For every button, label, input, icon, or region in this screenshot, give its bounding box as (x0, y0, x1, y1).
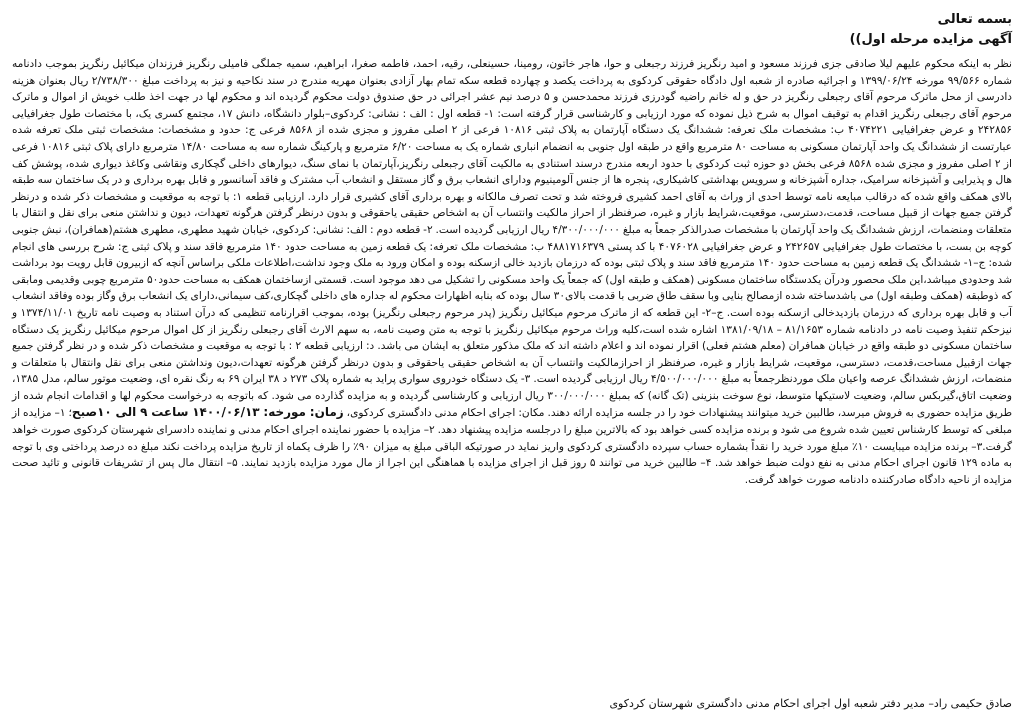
bismillah-heading: بسمه تعالی (937, 12, 1012, 27)
notice-body-part1: نظر به اینکه محکوم علیهم لیلا صادقی جزی فرزند مسعود و امید رنگریز فرزند رجبعلی و حوا، هاجر خاتون، رومینا، حسینعلی، رقیه، احمد، فاطمه صغرا، ابراهیم، سمیه جملگی فامیلی رنگریز فرزندان میکائیل رنگریز بموجب دادنامه شماره ۹۹/۵۶۶ مورخه ۱۳۹۹/۰۶/۲۴ و اجرائیه صادره از شعبه اول دادگاه حقوقی کردکوی به پرداخت یکصد و چهارده قطعه سکه تمام بهار آزادی بعنوان مهریه مندرج در سند نکاحیه و نیز به پرداخت مبلغ ۲/۷۳۸/۳۰۰ ریال بعنوان هزینه دادرسی از محل ماترک مرحوم آقای رجبعلی رنگریز در حق و له خانم راضیه گودرزی فرزند محمدحسن و ۵ درصد نیم عشر اجرائی در حق صندوق دولت محکوم گردیده اند و محکوم لها در جهت اخذ طلب خویش از اموال و ماترک مرحوم آقای رجبعلی رنگریز اقدام به توقیف اموال به شرح ذیل نموده که مورد ارزیابی و کارشناسی قرار گرفته است: ۱- قطعه اول : الف : نشانی: کردکوی–بلوار دانشگاه، دانش ۱۷، مجتمع کسری یک، با مختصات طول جغرافیایی ۲۴۲۸۵۶ و عرض جغرافیایی ۴۰۷۴۲۲۱ ب: مشخصات ملک تعرفه: ششدانگ یک دستگاه آپارتمان به پلاک ثبتی ۱۰۸۱۶ فرعی از ۲ اصلی مفروز و مجزی شده از ۸۵۶۸ فرعی ج: حدود و مشخصات: مشخصات ثبتی ملک تعرفه شده عبارتست از ششدانگ یک واحد آپارتمان مسکونی به مساحت ۸۰ مترمربع واقع در طبقه اول جنوبی به انضمام انباری شماره یک به مساحت ۶/۲۰ مترمربع و پارکینگ شماره سه به مساحت ۱۴/۸۰ مترمربع دارای پلاک ثبتی ۱۰۸۱۶ فرعی از ۲ اصلی مفروز و مجزی شده ۸۵۶۸ فرعی بخش دو حوزه ثبت کردکوی با حدود اربعه مندرج درسند استنادی به مالکیت آقای رجبعلی رنگریز،آپارتمان با نمای سنگ، دیوارهای داخلی گچکاری ونقاشی وکاغذ دیواری شده، پوشش کف هال و پذیرایی و آشپزخانه سرامیک، جداره آشپزخانه و سرویس بهداشتی کاشیکاری، پنجره ها از جنس آلومینیوم ودارای انشعاب برق و گاز مستقل و انشعاب آب مشترک و فاقد آسانسور و قابل بهره برداری و در یک ساختمان سه طبقه بالای همکف واقع شده که درقالب مبایعه نامه توسط احدی از وراث به آقای احمد کشیری فروخته شد و تحت تصرف مالکانه و بهره برداری آقای کشیری قرار دارد. ارزیابی قطعه ۱: با توجه به موقعیت و مشخصات ذکر شده و درنظر گرفتن جمیع جهات از قبیل مساحت، قدمت،دسترسی، موقعیت،شرایط بازار و غیره، صرفنظر از احراز مالکیت وانتساب آن به اشخاص حقیقی یاحقوقی و بدون درنظر گرفتن هرگونه تعهدات، دیون و نداشتن منعی برای نقل و انتقال با متعلقات ومنضمات، ارزش ششدانگ یک واحد آپارتمان با مشخصات صدرالذکر جمعاً به مبلغ ۴/۳۰۰/۰۰۰/۰۰۰ ریال ارزیابی گردیده است. ۲- قطعه دوم : الف: نشانی: کردکوی، خیابان شهید مطهری، مطهری هشتم(همافران)، نبش جنوبی کوچه بن بست، با مختصات طول جغرافیایی ۲۴۲۶۵۷ و عرض جغرافیایی ۴۰۷۶۰۲۸ با کد پستی ۴۸۸۱۷۱۶۳۷۹ ب: مشخصات ملک تعرفه: یک قطعه زمین به مساحت حدود ۱۴۰ مترمربع فاقد سند و پلاک ثبتی ج: شرح بررسی های انجام شده: ج–۱- ششدانگ یک قطعه زمین به مساحت حدود ۱۴۰ مترمربع فاقد سند و پلاک ثبتی بوده که درزمان بازدید خالی ازسکنه بوده و امکان ورود به ملک وجود نداشت،اطلاعات ملکی براساس آنچه که ازبیرون قابل رویت بود برداشت شد وحدودی میباشد،این ملک محصور ودرآن یکدستگاه ساختمان مسکونی (همکف و طبقه اول) که جمعاً یک واحد مسکونی را تشکیل می دهد موجود است. قسمتی ازساختمان همکف به مساحت حدود۵۰ مترمربع چوبی وقدیمی ومابقی که ذوطبقه (همکف وطبقه اول) می باشدساخته شده ازمصالح بنایی وبا سقف طاق ضربی با قدمت بالای۳۰ سال بوده که بنابه اظهارات محکوم له جداره های داخلی گچکاری،کف سیمانی،دارای یک انشعاب برق وگاز بوده وفاقد انشعاب آب و قابل بهره برداری که درزمان بازدیدخالی ازسکنه بوده است. ج–۲- این قطعه که از ماترک مرحوم میکائیل رنگریز (پدر مرحوم رجبعلی رنگریز) بوده، بموجب اقرارنامه تنظیمی که درآن استناد به وصیت نامه تاریخ ۱۳۷۴/۱۱/۰۱ و نیزحکم تنفیذ وصیت نامه در دادنامه شماره ۸۱/۱۶۵۳ – ۱۳۸۱/۰۹/۱۸ اشاره شده است،کلیه وراث مرحوم میکائیل رنگریز با توجه به متن وصیت نامه، به سهم الارث آقای رجبعلی رنگریز از کل اموال مرحوم میکائیل رنگریز یک دستگاه ساختمان مسکونی دو طبقه واقع در خیابان همافران (معلم هشتم فعلی) اقرار نموده اند و اعلام داشته اند که ملک مذکور متعلق به ایشان می باشد. د: ارزیابی قطعه ۲ : با توجه به موقعیت و مشخصات ذکر شده و در نظر گرفتن جمیع جهات ازقبیل مساحت،قدمت، دسترسی، موقعیت، شرایط بازار و غیره، صرفنظر از احرازمالکیت وانتساب آن به اشخاص حقیقی یاحقوقی و بدون درنظر گرفتن هرگونه تعهدات،دیون ونداشتن منعی برای نقل وانتقال با متعلقات و منضمات، ارزش ششدانگ عرصه واعیان ملک موردنظرجمعاً به مبلغ ۴/۵۰۰/۰۰۰/۰۰۰ ریال ارزیابی گردیده است. ۳- یک دستگاه خودروی سواری پراید به شماره پلاک ۲۷۳ د ۳۸ ایران ۶۹ به رنگ نقره ای، وضعیت موتور سالم، مدل ۱۳۸۵، وضعیت اتاق،گیربکس سالم، وضعیت لاستیکها متوسط، نوع سوخت بنزینی (تک گانه) که بمبلغ ۳۰۰/۰۰۰/۰۰۰ ریال ارزیابی و کارشناسی گردیده و به مزایده گذارده می شود. که باتوجه به درخواست محکوم لها و اقدامات انجام شده از طریق مزایده حضوری به فروش میرسد، طالبین خرید میتوانند پیشنهادات خود را در جلسه مزایده ارائه دهند. مکان: اجرای احکام مدنی دادگستری کردکوی، (12, 58, 1013, 420)
signature-line: صادق حکیمی راد– مدیر دفتر شعبه اول اجرای احکام مدنی دادگستری شهرستان کردکوی (609, 697, 1012, 710)
auction-time: زمان: مورخه: ۱۴۰۰/۰۶/۱۳ ساعت ۹ الی ۱۰صبح (71, 405, 344, 420)
notice-body (12, 56, 1012, 488)
notice-body-part2: ؛ ۱– مزایده از مبلغی که توسط کارشناس تعیین شده شروع می شود و برنده مزایده کسی خواهد بود که بالاترین مبلغ را درجلسه مزایده پیشنهاد دهد. ۲– مزایده با حضور نماینده اجرای احکام مدنی و نماینده دادسرای شهرستان کردکوی صورت خواهد گرفت.۳– برنده مزایده میبایست ۱۰٪ مبلغ مورد خرید را نقداً بشماره حساب سپرده دادگستری کردکوی واریز نماید در صورتیکه الباقی مبلغ به میزان ۹۰٪ را ظرف یکماه از تاریخ مزایده پرداخت نکند مبلغ ده درصد پرداختی وی با توجه به ماده ۱۲۹ قانون اجرای احکام مدنی به نفع دولت ضبط خواهد شد. ۴– طالبین خرید می توانند ۵ روز قبل از اجرای مزایده با هماهنگی این اجرا از مال مورد مزایده بازدید نمایند. ۵– انتقال مال پس از تشریفات قانونی و تائید صحت مزایده از ناحیه دادگاه صادرکننده دادنامه صورت خواهد گرفت. (12, 407, 1013, 486)
notice-title: آگهی مزایده مرحله اول)) (849, 32, 1012, 47)
